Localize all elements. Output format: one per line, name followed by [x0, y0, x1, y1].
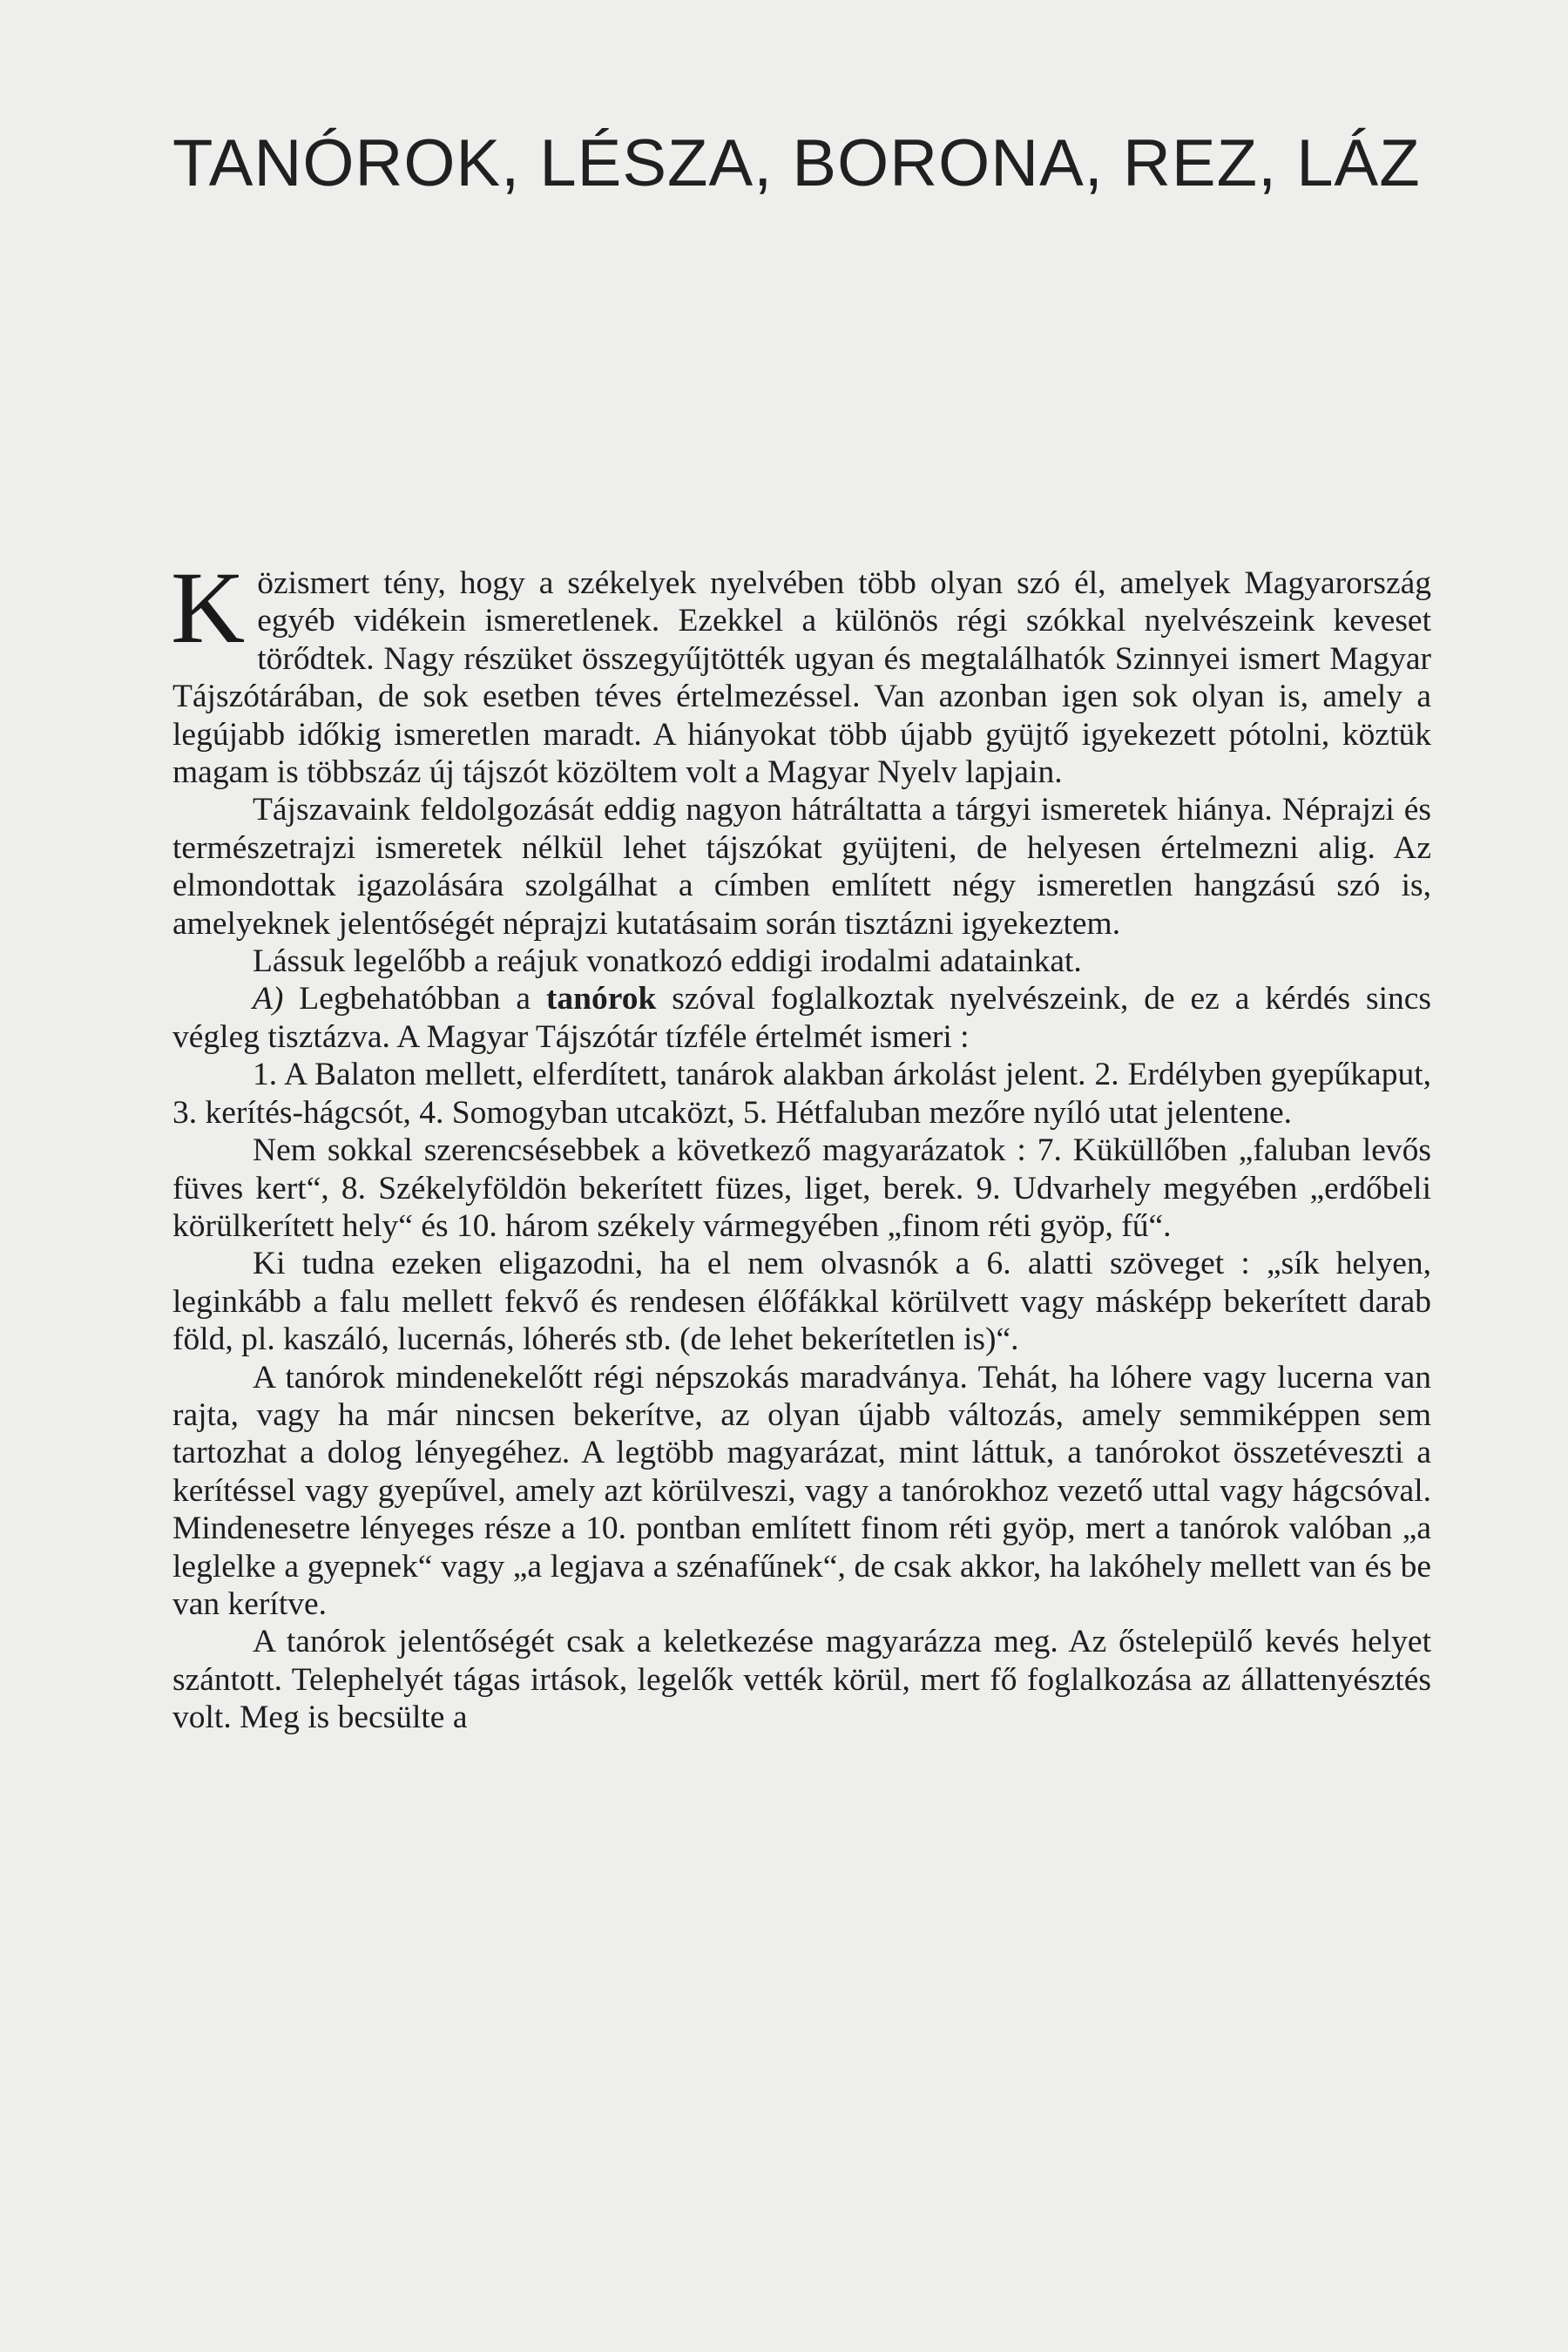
- paragraph-4-pre: Legbehatóbban a: [283, 981, 546, 1017]
- paragraph-5: 1. A Balaton mellett, elferdített, tanárok alakban árkolást jelent. 2. Erdélyben gyepűkaput, 3. kerítés-hágcsót, 4. Somogyban utcaközt, 5. Hétfaluban mezőre nyíló utat jelentene.: [172, 1057, 1431, 1131]
- paragraph-intro: [171, 551, 1431, 791]
- article-body: [171, 551, 1432, 1737]
- paragraph-3: Lássuk legelőbb a reájuk vonatkozó eddigi irodalmi adatainkat.: [253, 943, 1082, 980]
- paragraph-2: Tájszavaink feldolgozását eddig nagyon hátráltatta a tárgyi ismeretek hiánya. Néprajzi és természetrajzi ismeretek nélkül lehet tájszókat gyüjteni, de helyesen értelmezni alig. Az elmondottak igazolására szolgálhat a címben említett négy ismeretlen hangzású szó is, amelyeknek jelentőségét néprajzi kutatásaim során tisztázni igyekeztem.: [172, 792, 1431, 942]
- article-title: TANÓROK, LÉSZA, BORONA, REZ, LÁZ: [172, 126, 1421, 200]
- paragraph-4-post: szóval foglalkoztak nyelvészeink, de ez a kérdés sincs végleg tisztázva. A Magyar Tájszótár tízféle értelmét ismeri :: [172, 981, 1432, 1055]
- paragraph-4: [172, 980, 1431, 1056]
- paragraph-9: A tanórok jelentőségét csak a keletkezése magyarázza meg. Az őstelepülő kevés helyet szántott. Telephelyét tágas irtások, legelők vették körül, mert fő foglalkozása az állattenyésztés volt. Meg is becsülte a: [172, 1624, 1431, 1736]
- keyword-tanorok: tanórok: [545, 981, 657, 1017]
- paragraph-6: Nem sokkal szerencsésebbek a következő magyarázatok : 7. Küküllőben „faluban levős füves kert“, 8. Székelyföldön bekerített füzes, liget, berek. 9. Udvarhely megyében „erdőbeli körülkerített hely“ és 10. három székely vármegyében „finom réti gyöp, fű“.: [172, 1132, 1431, 1244]
- drop-cap: K: [171, 551, 246, 665]
- paragraph-8: A tanórok mindenekelőtt régi népszokás maradványa. Tehát, ha lóhere vagy lucerna van rajta, vagy ha már nincsen bekerítve, az olyan újabb változás, amely semmiképpen sem tartozhat a dolog lényegéhez. A legtöbb magyarázat, mint láttuk, a tanórokot összetéveszti a kerítéssel vagy gyepűvel, amely azt körülveszi, vagy a tanórokhoz vezető uttal vagy hágcsóval. Mindenesetre lényeges része a 10. pontban említett finom réti gyöp, mert a tanórok valóban „a leglelke a gyepnek“ vagy „a legjava a szénafűnek“, de csak akkor, ha lakóhely mellett van és be van kerítve.: [172, 1359, 1431, 1622]
- section-label: A): [253, 981, 284, 1017]
- paragraph-intro-text: özismert tény, hogy a székelyek nyelvében több olyan szó él, amelyek Magyarország egyéb vidékein ismeretlenek. Ezekkel a különös régi szókkal nyelvészeink keveset törődtek. Nagy részüket összegyűjtötték ugyan és megtalálhatók Szinnyei ismert Magyar Tájszótárában, de sok esetben téves értelmezéssel. Van azonban igen sok olyan is, amely a legújabb időkig ismeretlen maradt. A hiányokat több újabb gyüjtő igyekezett pótolni, köztük magam is többszáz új tájszót közöltem volt a Magyar Nyelv lapjain.: [172, 565, 1431, 791]
- paragraph-7: Ki tudna ezeken eligazodni, ha el nem olvasnók a 6. alatti szöveget : „sík helyen, leginkább a falu mellett fekvő és rendesen élőfákkal körülvett vagy másképp bekerített darab föld, pl. kaszáló, lucernás, lóherés stb. (de lehet bekerítetlen is)“.: [172, 1246, 1431, 1358]
